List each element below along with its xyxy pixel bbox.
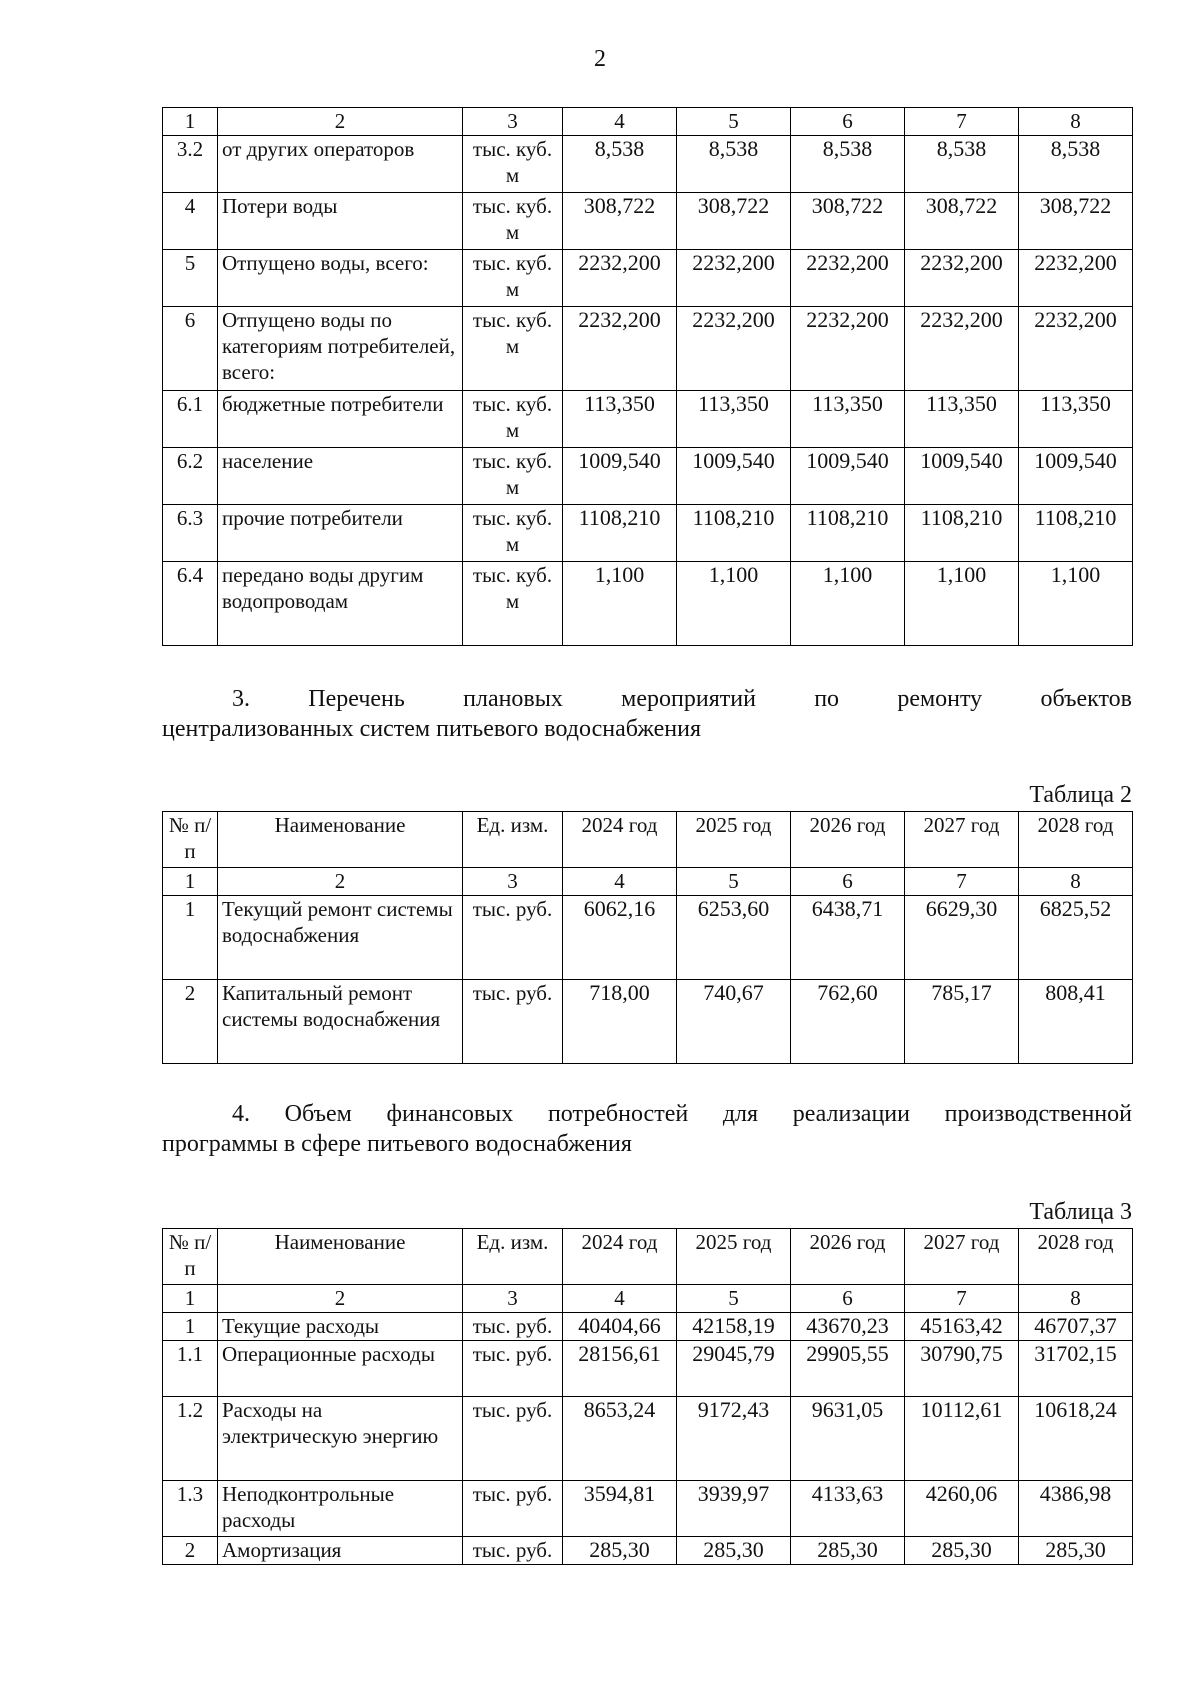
row-value: 2232,200 <box>905 307 1019 391</box>
column-number: 4 <box>563 868 677 896</box>
row-value: 8653,24 <box>563 1397 677 1481</box>
row-unit: тыс. куб. м <box>463 136 563 193</box>
table-row <box>163 505 1133 562</box>
row-unit: тыс. куб. м <box>463 193 563 250</box>
column-number: 1 <box>163 1285 218 1313</box>
financial-needs-table <box>162 1228 1133 1565</box>
row-value: 285,30 <box>677 1537 791 1565</box>
row-value: 29905,55 <box>791 1341 905 1397</box>
row-value: 10112,61 <box>905 1397 1019 1481</box>
row-value: 9172,43 <box>677 1397 791 1481</box>
header-cell: 2028 год <box>1019 1229 1133 1285</box>
row-value: 1108,210 <box>791 505 905 562</box>
row-unit: тыс. руб. <box>463 1481 563 1537</box>
table-row <box>163 307 1133 391</box>
row-name: Отпущено воды, всего: <box>218 250 463 307</box>
row-value: 808,41 <box>1019 980 1133 1064</box>
row-value: 28156,61 <box>563 1341 677 1397</box>
row-number: 1 <box>163 896 218 980</box>
row-value: 1009,540 <box>905 448 1019 505</box>
header-cell: Наименование <box>218 812 463 868</box>
table-row <box>163 1341 1133 1397</box>
row-name: Текущие расходы <box>218 1313 463 1341</box>
row-number: 2 <box>163 980 218 1064</box>
column-number: 6 <box>791 1285 905 1313</box>
row-number: 1.3 <box>163 1481 218 1537</box>
row-value: 42158,19 <box>677 1313 791 1341</box>
column-number: 5 <box>677 108 791 136</box>
column-number: 5 <box>677 868 791 896</box>
table-row <box>163 193 1133 250</box>
section-4-heading <box>162 1099 1132 1159</box>
column-numbers-row <box>163 1285 1133 1313</box>
row-value: 4260,06 <box>905 1481 1019 1537</box>
row-name: Амортизация <box>218 1537 463 1565</box>
row-value: 8,538 <box>1019 136 1133 193</box>
row-name: Отпущено воды по категориям потребителей, всего: <box>218 307 463 391</box>
column-number: 7 <box>905 868 1019 896</box>
column-number: 6 <box>791 108 905 136</box>
page-number: 2 <box>594 46 606 72</box>
row-unit: тыс. руб. <box>463 980 563 1064</box>
row-number: 4 <box>163 193 218 250</box>
row-value: 46707,37 <box>1019 1313 1133 1341</box>
table-row <box>163 1537 1133 1565</box>
row-name: Неподконтрольные расходы <box>218 1481 463 1537</box>
row-number: 6.4 <box>163 562 218 646</box>
row-value: 308,722 <box>563 193 677 250</box>
row-value: 2232,200 <box>1019 250 1133 307</box>
table-row <box>163 562 1133 646</box>
section-3-line-1: 3. Перечень плановых мероприятий по ремонту объектов <box>232 686 1132 712</box>
table-row <box>163 980 1133 1064</box>
row-value: 6062,16 <box>563 896 677 980</box>
row-value: 6629,30 <box>905 896 1019 980</box>
row-value: 3939,97 <box>677 1481 791 1537</box>
row-value: 113,350 <box>1019 391 1133 448</box>
header-cell: № п/п <box>163 1229 218 1285</box>
row-number: 1.2 <box>163 1397 218 1481</box>
row-value: 1108,210 <box>677 505 791 562</box>
row-value: 285,30 <box>563 1537 677 1565</box>
row-value: 8,538 <box>791 136 905 193</box>
row-value: 308,722 <box>1019 193 1133 250</box>
row-value: 6438,71 <box>791 896 905 980</box>
column-number: 3 <box>463 1285 563 1313</box>
header-cell: Ед. изм. <box>463 1229 563 1285</box>
row-unit: тыс. руб. <box>463 1341 563 1397</box>
row-value: 31702,15 <box>1019 1341 1133 1397</box>
row-value: 45163,42 <box>905 1313 1019 1341</box>
header-cell: 2025 год <box>677 1229 791 1285</box>
row-name: прочие потребители <box>218 505 463 562</box>
header-cell: 2024 год <box>563 812 677 868</box>
column-number: 7 <box>905 1285 1019 1313</box>
row-value: 2232,200 <box>791 250 905 307</box>
section-3-line-2: централизованных систем питьевого водоснабжения <box>162 716 701 742</box>
row-value: 2232,200 <box>1019 307 1133 391</box>
row-unit: тыс. куб. м <box>463 562 563 646</box>
row-unit: тыс. куб. м <box>463 250 563 307</box>
table-2-caption: Таблица 2 <box>1029 782 1132 808</box>
table-header-row <box>163 108 1133 136</box>
row-value: 308,722 <box>905 193 1019 250</box>
section-3-heading <box>162 684 1132 744</box>
header-cell: Наименование <box>218 1229 463 1285</box>
column-number: 4 <box>563 1285 677 1313</box>
row-value: 4386,98 <box>1019 1481 1133 1537</box>
table-row <box>163 136 1133 193</box>
row-unit: тыс. руб. <box>463 896 563 980</box>
row-value: 2232,200 <box>677 307 791 391</box>
row-name: Потери воды <box>218 193 463 250</box>
row-value: 8,538 <box>563 136 677 193</box>
column-number: 2 <box>218 108 463 136</box>
row-value: 1009,540 <box>791 448 905 505</box>
row-name: население <box>218 448 463 505</box>
row-value: 1009,540 <box>677 448 791 505</box>
row-value: 1108,210 <box>563 505 677 562</box>
row-value: 113,350 <box>905 391 1019 448</box>
row-name: бюджетные потребители <box>218 391 463 448</box>
row-unit: тыс. руб. <box>463 1537 563 1565</box>
row-value: 8,538 <box>905 136 1019 193</box>
header-cell: 2024 год <box>563 1229 677 1285</box>
row-value: 1,100 <box>791 562 905 646</box>
row-value: 29045,79 <box>677 1341 791 1397</box>
row-value: 308,722 <box>677 193 791 250</box>
column-number: 3 <box>463 868 563 896</box>
row-value: 8,538 <box>677 136 791 193</box>
row-value: 2232,200 <box>905 250 1019 307</box>
header-cell: № п/п <box>163 812 218 868</box>
row-value: 2232,200 <box>563 250 677 307</box>
row-unit: тыс. куб. м <box>463 391 563 448</box>
table-row <box>163 391 1133 448</box>
header-cell: 2026 год <box>791 1229 905 1285</box>
row-name: от других операторов <box>218 136 463 193</box>
header-cell: Ед. изм. <box>463 812 563 868</box>
row-value: 762,60 <box>791 980 905 1064</box>
repair-plan-table <box>162 811 1133 1064</box>
row-number: 3.2 <box>163 136 218 193</box>
header-cell: 2028 год <box>1019 812 1133 868</box>
row-name: передано воды другим водопроводам <box>218 562 463 646</box>
table-header-row <box>163 812 1133 868</box>
row-value: 1108,210 <box>905 505 1019 562</box>
row-value: 113,350 <box>563 391 677 448</box>
column-number: 4 <box>563 108 677 136</box>
column-number: 1 <box>163 868 218 896</box>
row-value: 10618,24 <box>1019 1397 1133 1481</box>
column-number: 3 <box>463 108 563 136</box>
header-cell: 2027 год <box>905 1229 1019 1285</box>
row-number: 2 <box>163 1537 218 1565</box>
table-3-caption: Таблица 3 <box>1029 1199 1132 1225</box>
column-number: 5 <box>677 1285 791 1313</box>
row-value: 1,100 <box>677 562 791 646</box>
column-number: 1 <box>163 108 218 136</box>
row-number: 6.3 <box>163 505 218 562</box>
row-value: 308,722 <box>791 193 905 250</box>
column-number: 7 <box>905 108 1019 136</box>
table-row <box>163 1313 1133 1341</box>
row-value: 40404,66 <box>563 1313 677 1341</box>
row-value: 1,100 <box>1019 562 1133 646</box>
row-value: 285,30 <box>791 1537 905 1565</box>
table-row <box>163 250 1133 307</box>
table-row <box>163 1481 1133 1537</box>
row-unit: тыс. руб. <box>463 1397 563 1481</box>
row-value: 1009,540 <box>563 448 677 505</box>
column-number: 6 <box>791 868 905 896</box>
table-row <box>163 1397 1133 1481</box>
row-value: 1,100 <box>563 562 677 646</box>
table-row <box>163 896 1133 980</box>
row-value: 2232,200 <box>563 307 677 391</box>
row-value: 43670,23 <box>791 1313 905 1341</box>
row-value: 285,30 <box>1019 1537 1133 1565</box>
row-value: 6825,52 <box>1019 896 1133 980</box>
row-value: 2232,200 <box>677 250 791 307</box>
column-number: 8 <box>1019 868 1133 896</box>
row-number: 6 <box>163 307 218 391</box>
row-number: 1 <box>163 1313 218 1341</box>
row-value: 113,350 <box>677 391 791 448</box>
row-value: 1,100 <box>905 562 1019 646</box>
column-number: 8 <box>1019 108 1133 136</box>
section-4-line-1: 4. Объем финансовых потребностей для реализации производственной <box>232 1101 1132 1127</box>
row-value: 285,30 <box>905 1537 1019 1565</box>
row-number: 5 <box>163 250 218 307</box>
header-cell: 2025 год <box>677 812 791 868</box>
table-row <box>163 448 1133 505</box>
row-unit: тыс. куб. м <box>463 505 563 562</box>
row-number: 1.1 <box>163 1341 218 1397</box>
header-cell: 2026 год <box>791 812 905 868</box>
row-value: 30790,75 <box>905 1341 1019 1397</box>
header-cell: 2027 год <box>905 812 1019 868</box>
row-value: 785,17 <box>905 980 1019 1064</box>
row-value: 113,350 <box>791 391 905 448</box>
row-value: 2232,200 <box>791 307 905 391</box>
row-value: 9631,05 <box>791 1397 905 1481</box>
row-unit: тыс. куб. м <box>463 448 563 505</box>
row-value: 3594,81 <box>563 1481 677 1537</box>
row-name: Текущий ремонт системы водоснабжения <box>218 896 463 980</box>
row-unit: тыс. руб. <box>463 1313 563 1341</box>
column-numbers-row <box>163 868 1133 896</box>
row-value: 740,67 <box>677 980 791 1064</box>
row-number: 6.2 <box>163 448 218 505</box>
row-number: 6.1 <box>163 391 218 448</box>
row-value: 718,00 <box>563 980 677 1064</box>
row-value: 1108,210 <box>1019 505 1133 562</box>
table-header-row <box>163 1229 1133 1285</box>
section-4-line-2: программы в сфере питьевого водоснабжения <box>162 1131 632 1157</box>
column-number: 2 <box>218 1285 463 1313</box>
row-unit: тыс. куб. м <box>463 307 563 391</box>
row-name: Капитальный ремонт системы водоснабжения <box>218 980 463 1064</box>
column-number: 2 <box>218 868 463 896</box>
row-value: 1009,540 <box>1019 448 1133 505</box>
water-balance-table <box>162 107 1133 646</box>
column-number: 8 <box>1019 1285 1133 1313</box>
row-value: 6253,60 <box>677 896 791 980</box>
row-name: Расходы на электрическую энергию <box>218 1397 463 1481</box>
row-name: Операционные расходы <box>218 1341 463 1397</box>
row-value: 4133,63 <box>791 1481 905 1537</box>
